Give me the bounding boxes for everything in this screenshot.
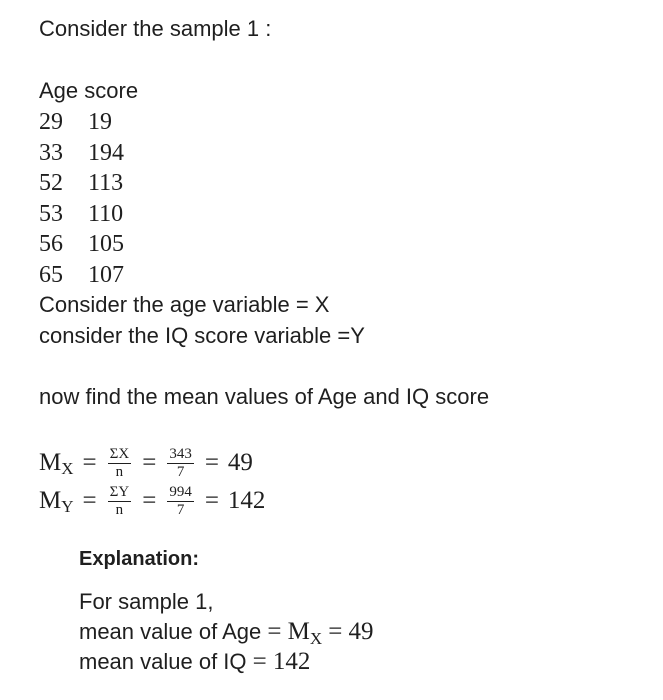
sum-fraction: $\frac{\Sigma Y}{n}$ bbox=[109, 483, 130, 518]
mean-result: 142 bbox=[227, 487, 266, 514]
age-cell: 29 bbox=[39, 109, 63, 135]
mean-y-equation bbox=[39, 483, 265, 519]
mean-symbol: M bbox=[39, 449, 62, 476]
explanation-title: Explanation: bbox=[79, 548, 200, 570]
equals-sign: = bbox=[82, 449, 97, 476]
equals-sign: = bbox=[82, 487, 97, 514]
equals-sign: = bbox=[204, 449, 219, 476]
mean-symbol: M bbox=[39, 487, 62, 514]
table-row bbox=[39, 260, 124, 290]
table-row bbox=[39, 107, 112, 137]
mean-result: 49 bbox=[227, 449, 253, 476]
define-y-text: consider the IQ score variable =Y bbox=[39, 323, 365, 348]
mean-x-equation bbox=[39, 445, 253, 481]
task-text: now find the mean values of Age and IQ score bbox=[39, 384, 490, 409]
age-cell: 53 bbox=[39, 201, 63, 227]
sum-fraction: $\frac{\Sigma X}{n}$ bbox=[109, 445, 130, 480]
intro-text: Consider the sample 1 : bbox=[39, 16, 272, 41]
equals-sign: = bbox=[142, 449, 157, 476]
score-cell: 113 bbox=[88, 170, 124, 196]
equals-sign: = bbox=[142, 487, 157, 514]
age-cell: 65 bbox=[39, 262, 63, 288]
table-header: Age score bbox=[39, 78, 139, 103]
score-cell: 110 bbox=[88, 201, 124, 227]
define-x-text: Consider the age variable = X bbox=[39, 292, 330, 317]
age-cell: 52 bbox=[39, 170, 63, 196]
table-row bbox=[39, 199, 123, 229]
mean-subscript: Y bbox=[61, 497, 74, 516]
mean-subscript: X bbox=[61, 459, 74, 478]
value-fraction: $\frac{343}{7}$ bbox=[169, 445, 192, 480]
equals-sign: = bbox=[204, 487, 219, 514]
age-cell: 33 bbox=[39, 140, 63, 166]
explanation-line-3: mean value of IQ = 142 bbox=[79, 648, 311, 675]
explanation-line-2: mean value of Age = $M_X = 49$ bbox=[79, 618, 374, 648]
score-cell: 194 bbox=[88, 140, 124, 166]
table-row bbox=[39, 229, 124, 259]
score-cell: 19 bbox=[88, 109, 112, 135]
score-cell: 105 bbox=[88, 231, 124, 257]
table-row bbox=[39, 168, 123, 198]
table-row bbox=[39, 138, 124, 168]
explanation-line-1: For sample 1, bbox=[79, 589, 214, 614]
value-fraction: $\frac{994}{7}$ bbox=[169, 483, 192, 518]
age-cell: 56 bbox=[39, 231, 63, 257]
score-cell: 107 bbox=[88, 262, 124, 288]
